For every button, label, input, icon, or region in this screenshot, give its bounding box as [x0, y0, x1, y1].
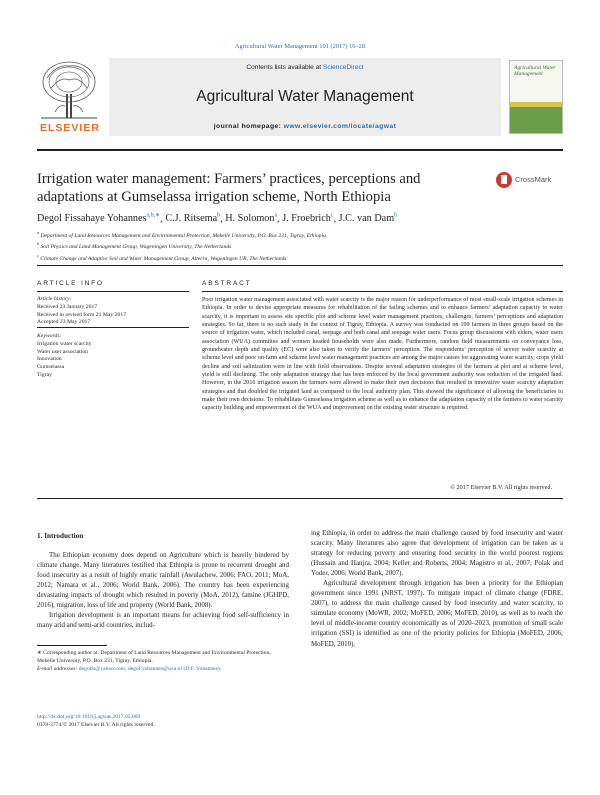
homepage-link[interactable]: www.elsevier.com/locate/agwat — [283, 123, 397, 130]
contents-line — [109, 64, 501, 71]
abstract-text: Poor irrigation water management associated with water scarcity is the major reason for underperformance of most small-scale irrigation schemes in Ethiopia. In order to devise appropriate measures for rehabilitation of the failing schemes and to enhance farmers’ adaptation capacity to water scarcity, it is important to assess site specific plot and scheme level water management practices, challenges, farmers’ perceptions and adaptation strategies. So far, there is no such study in the context of Tigray, Ethiopia. A survey was conducted on 109 farmers in three groups based on the source of irrigation water, which included canal, seepage and both canal and seepage water users. Focus group discussions with elders, water users association (WUA) committee and women headed households were also made. Furthermore, random field measurements on conveyance loss, groundwater depth and quality (EC) were also taken to verify the farmers’ perception. The respondents’ perception of severe water scarcity at scheme level and poor on-farm and scheme level water management practices are among the major causes for aggravating water scarcity, crops yield decline and soil salinization were in line with field observations. Despite several adaptation strategies of the farmers at plot and at scheme level, yield is still declining. The only adaptation strategy that has been enforced by the local government authority was reduction of the irrigated land. However, in the 2016 irrigation season the farmers were allowed to make their own decisions that resulted in innovative water scarcity adaptation strategies and that doubled the irrigated land as compared to the local authority plan. This showed the significance of allowing the beneficiaries to make their own decisions. To rehabilitate Gumselassa irrigation scheme as well as to enhance the adaptation capacity of the farmers to water scarcity capacity building and empowerment of the WUA and improvement on the existing water structure is required. — [202, 297, 563, 412]
abstract-copyright: © 2017 Elsevier B.V. All rights reserved. — [450, 484, 552, 491]
article-title — [37, 170, 477, 206]
journal-banner — [109, 58, 501, 136]
journal-masthead — [37, 56, 563, 138]
title-line-1: Irrigation water management: Farmers’ practices, perceptions and — [37, 171, 421, 187]
cover-title: Agricultural Water Management — [514, 65, 556, 77]
title-line-2: adaptations at Gumselassa irrigation scheme, North Ethiopia — [37, 189, 391, 205]
abstract-rule — [202, 291, 563, 292]
doi-link[interactable]: http://dx.doi.org/10.1016/j.agwat.2017.05.009 — [37, 714, 141, 720]
cover-image — [510, 107, 562, 133]
journal-citation[interactable]: Agricultural Water Management 191 (2017) 16–28 — [234, 43, 366, 50]
body-column-right — [311, 528, 563, 649]
crossmark-label: CrossMark — [515, 175, 552, 184]
keyword: Tigray — [37, 371, 52, 378]
journal-homepage-line — [109, 123, 501, 130]
paragraph: ing Ethiopia, in order to address the main challenge caused by food insecurity and water scarcity. Many literatures also agree that development of irrigation can be taken as a strategy for reducing poverty and ensuring food security in the world poorest regions (Hussain and Hanjra, 2004; Keller and Roberts, 2004; Magistro et al., 2007; Polak and Yoder, 2006; World Bank, 2007). — [311, 529, 563, 578]
elsevier-wordmark: ELSEVIER — [40, 122, 100, 134]
journal-cover-thumbnail[interactable] — [509, 60, 563, 134]
history-item: Accepted 23 May 2017 — [37, 319, 91, 326]
affiliations — [37, 229, 563, 263]
footnote-rule — [37, 645, 107, 646]
keywords — [37, 333, 189, 380]
footnotes — [37, 650, 289, 673]
crossmark-badge — [496, 172, 512, 188]
issn-line: 0378-3774/© 2017 Elsevier B.V. All rights reserved. — [37, 722, 155, 728]
homepage-label: journal homepage: — [213, 123, 284, 130]
header-divider — [37, 149, 563, 151]
section-heading-introduction: 1. Introduction — [37, 532, 84, 540]
article-info-heading: ARTICLE INFO — [37, 280, 104, 287]
contents-prefix: Contents lists available at — [246, 64, 323, 71]
article-info-rule — [37, 291, 189, 292]
elsevier-tree-logo[interactable] — [37, 56, 101, 136]
sciencedirect-link[interactable]: ScienceDirect — [322, 64, 364, 71]
author[interactable]: J. Froebrich$^c$ — [282, 213, 334, 225]
affiliation: $^c$ Climate Change and Adaptive Soil and Water Management Group, Alterra, Wageningen UR, The Netherlands — [37, 252, 287, 262]
author[interactable]: J.C. van Dam$^b$ — [338, 213, 398, 225]
abstract-heading: ABSTRACT — [202, 280, 252, 287]
email-note: E-mail addresses: degolfs@yahoo.com, degol.yohannes@wur.nl (D.F. Yohannes). — [37, 665, 222, 672]
paragraph: Agricultural development through irrigation has been a priority for the Ethiopian government since 1991 (NRST, 1997). To mitigate impact of climate change (FDRE, 2007), to address the main challenge caused by food insecurity and water scarcity, to stimulate economy (MoWR, 2002; MoFED, 2006; MoFED, 2010), as well as to reach the level of middle-income country economically as of 2020–2023, promotion of small scale irrigation (SSI) is identified as one of the priority policies for Ethiopia (MoFED, 2006; MoFED, 2010). — [311, 579, 563, 648]
keyword: Innovation — [37, 356, 62, 363]
corresponding-author-note: ∗ Corresponding author at: Department of Land Resources Management and Environmental Protection, Mekelle University, P.O. Box 231, Tigray, Ethiopia. — [37, 650, 271, 664]
body-column-left — [37, 550, 289, 630]
author[interactable]: Degol Fissahaye Yohannes$^{a,b,∗}$ — [37, 213, 161, 225]
author[interactable]: C.J. Ritsema$^b$ — [165, 213, 221, 225]
author[interactable]: H. Solomon$^a$ — [225, 213, 278, 225]
journal-name: Agricultural Water Management — [196, 88, 414, 105]
paragraph: Irrigation development is an important means for achieving food self-sufficiency in many arid and semi-arid countries, includ- — [37, 611, 289, 630]
crossmark-icon[interactable] — [496, 172, 554, 190]
article-identifiers — [37, 713, 337, 729]
history-item: Received 23 January 2017 — [37, 303, 98, 310]
affiliation: $^b$ Soil Physics and Land Management Group, Wageningen University, The Netherlands — [37, 241, 232, 251]
email-links[interactable]: degolfs@yahoo.com, degol.yohannes@wur.nl (D.F. Yohannes). — [78, 665, 222, 672]
abstract-divider — [37, 498, 563, 499]
keyword: Gumselassa — [37, 364, 65, 371]
paragraph: The Ethiopian economy does depend on Agriculture which is heavily hindered by climate change. Many literatures testified that Ethiopia is prone to recurrent drought and food insecurity as a result of highly erratic rainfall (Awulachew, 2006; FAO, 2011; MoA, 2012; Namara et al., 2006; World Bank, 2006). The country has been experiencing devastating impacts of drought which resulted in poverty (MoA, 2012), famine (JGHPD, 2016), migration, loss of life and property (World Bank, 2008). — [37, 551, 289, 610]
author-list: Degol Fissahaye Yohannes$^{a,b,∗}$, C.J. Ritsema$^b$, H. Solomon$^a$, J. Froebrich$^c$, J.C. van Dam$^b$ — [37, 213, 398, 225]
history-divider — [37, 327, 189, 328]
keywords-label: Keywords: — [37, 333, 62, 339]
affiliation-divider — [37, 265, 563, 266]
article-history — [37, 296, 189, 327]
keyword: Irrigation water scarcity — [37, 340, 92, 347]
affiliation: $^a$ Department of Land Resources Management and Environmental Protection, Mekelle University, P.O. Box 231, Tigray, Ethiopia — [37, 230, 326, 239]
keyword: Water user association — [37, 348, 89, 355]
history-label: Article history: — [37, 296, 72, 302]
history-item: Received in revised form 21 May 2017 — [37, 311, 127, 318]
